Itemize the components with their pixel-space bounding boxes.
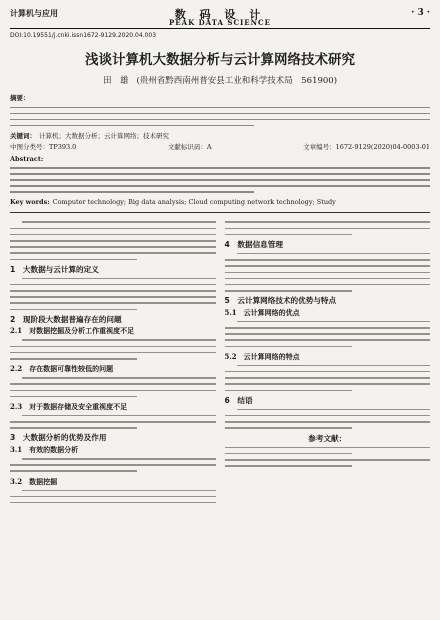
document-code: 文献标识码：A (167, 142, 212, 151)
column-name: 计算机与应用 (10, 9, 58, 18)
english-abstract-text (46, 154, 430, 164)
journal-name-cn: 数 码 设 计 (174, 8, 266, 21)
english-keywords (10, 197, 430, 207)
section-heading-1: 1 大数据与云计算的定义 (10, 264, 99, 274)
section-heading-2-3: 2.3 对于数据存储及安全重视度不足 (10, 401, 128, 411)
section-heading-3-2: 3.2 数据挖掘 (10, 476, 58, 486)
section-heading-2-1: 2.1 对数据挖掘及分析工作重视度不足 (10, 326, 135, 336)
author-line (10, 74, 430, 86)
section-heading-4: 4 数据信息管理 (224, 240, 283, 249)
section-heading-3: 3 大数据分析的优势及作用 (10, 433, 107, 443)
article-number: 文章编号：1672-9129(2020)04-0003-01 (303, 142, 430, 151)
english-abstract-label: Abstract: (10, 154, 44, 163)
section-2-2-paragraph (10, 377, 216, 397)
english-keywords-text: Computer technology; Big data analysis; Cloud computing network technology; Study (52, 198, 336, 207)
chinese-abstract-block (10, 93, 430, 152)
section-heading-5: 5 云计算网络技术的优势与特点 (224, 296, 337, 306)
references-title: 参考文献： (308, 433, 347, 443)
paper-title: 浅谈计算机大数据分析与云计算网络技术研究 (85, 52, 355, 68)
section-heading-5-2: 5.2 云计算网络的特点 (224, 351, 300, 361)
keywords-label: 关键词： (10, 131, 36, 140)
left-column (10, 218, 216, 508)
intro-paragraph (10, 221, 216, 260)
section-heading-2: 2 现阶段大数据普遍存在的问题 (10, 314, 122, 324)
right-column (225, 218, 431, 508)
section-2-3-paragraph (10, 415, 216, 429)
keywords (10, 131, 430, 141)
section-5-1-paragraph (225, 321, 431, 347)
section-4-paragraph (225, 253, 431, 292)
section-3-1-paragraph (10, 458, 216, 472)
reference-list (225, 447, 431, 467)
abstract-illegible-lines (10, 107, 430, 127)
page-number: · 3 · (411, 8, 430, 18)
author-name: 田 雄 (102, 76, 129, 86)
section-heading-6: 6 结语 (224, 395, 253, 405)
section-heading-5-1: 5.1 云计算网络的优点 (224, 307, 300, 317)
body-columns (10, 218, 430, 508)
section-heading-3-1: 3.1 有效的数据分析 (10, 445, 79, 455)
author-affiliation: (贵州省黔西南州普安县工业和科学技术局 561900) (136, 76, 338, 86)
section-3-2-paragraph (10, 490, 216, 504)
running-header (10, 6, 430, 29)
journal-name-en: PEAK DATA SCIENCE (169, 18, 271, 27)
section-5-2-paragraph (225, 365, 431, 391)
english-keywords-label: Key words: (10, 198, 50, 207)
keywords-text: 计算机；大数据分析；云计算网络；技术研究 (39, 131, 169, 140)
english-abstract (10, 154, 430, 164)
abstract (10, 93, 430, 103)
section-2-1-paragraph (10, 339, 216, 359)
english-abstract-illegible-lines (10, 167, 430, 193)
abstract-label: 摘要： (10, 94, 30, 102)
classification-row (10, 142, 430, 152)
conclusion-paragraph (225, 409, 431, 429)
divider (10, 212, 430, 213)
abstract-text (33, 93, 431, 103)
english-abstract-block (10, 154, 430, 208)
clc-number: 中图分类号：TP393.0 (10, 142, 77, 151)
section-1-paragraph (10, 278, 216, 310)
section-3-2-continued (225, 221, 431, 235)
section-heading-2-2: 2.2 存在数据可靠性较低的问题 (10, 364, 114, 374)
doi: DOI:10.19551/j.cnki.issn1672-9129.2020.04.003 (10, 32, 157, 39)
